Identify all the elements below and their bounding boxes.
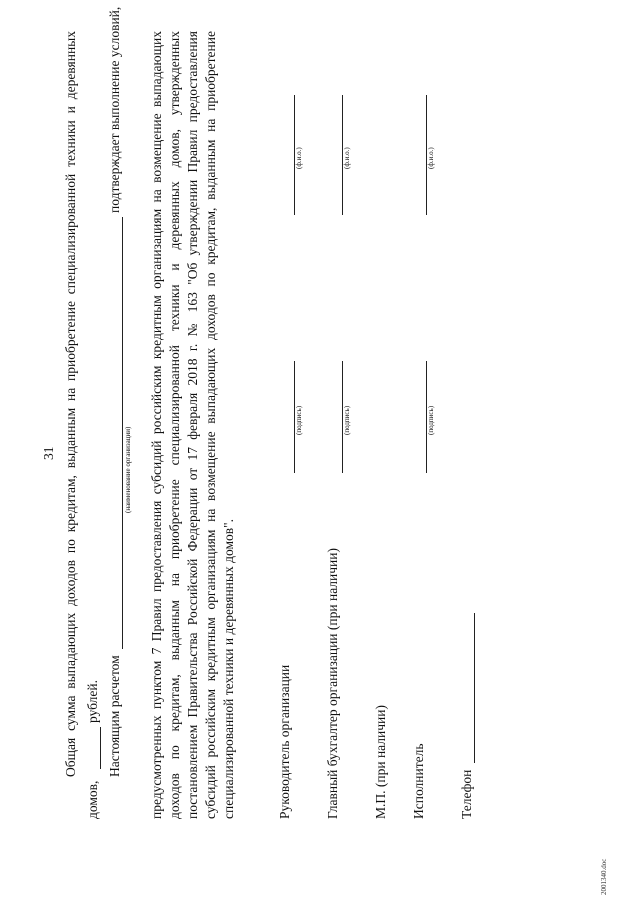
name-caption-accountant: (ф.и.о.) xyxy=(343,147,351,169)
paragraph1-line1: Общая сумма выпадающих доходов по кредитам, выданным на приобретение специализированной техники и деревянных xyxy=(63,31,78,777)
paragraph2-end: подтверждает выполнение условий, xyxy=(107,6,122,213)
phone-line xyxy=(474,613,475,763)
amount-blank xyxy=(100,727,101,769)
signature-caption-accountant: (подпись) xyxy=(343,405,351,435)
name-caption-executor: (ф.и.о.) xyxy=(427,147,435,169)
org-name-caption: (наименование организации) xyxy=(124,426,132,513)
org-name-blank xyxy=(122,217,123,649)
paragraph2-start: Настоящим расчетом xyxy=(107,655,122,777)
signature-label-head: Руководитель организации xyxy=(277,664,292,819)
paragraph2-line1: предусмотренных пунктом 7 Правил предоставления субсидий российским кредитным организациям на возмещение выпадающих xyxy=(149,31,164,819)
signature-label-executor: Исполнитель xyxy=(411,743,426,819)
paragraph2-last-line: специализированной техники и деревянных домов". xyxy=(221,518,236,819)
paragraph1-line2-end: рублей. xyxy=(85,679,100,723)
name-caption-head: (ф.и.о.) xyxy=(295,147,303,169)
stamp-label: М.П. (при наличии) xyxy=(373,705,388,819)
doc-id: 2001340.doc xyxy=(600,858,608,895)
phone-label: Телефон xyxy=(459,769,474,819)
paragraph2-line4: субсидий российским кредитным организациям на возмещение выпадающих доходов по кредитам, выданным на приобретение xyxy=(203,31,218,819)
signature-label-accountant: Главный бухгалтер организации (при наличии) xyxy=(325,548,340,819)
paragraph2-line2: доходов по кредитам, выданным на приобретение специализированной техники и деревянных домов, утвержденных xyxy=(167,31,182,819)
signature-caption-head: (подпись) xyxy=(295,405,303,435)
signature-caption-executor: (подпись) xyxy=(427,405,435,435)
paragraph2-line3: постановлением Правительства Российской Федерации от 17 февраля 2018 г. № 163 "Об утверждении Правил предоставления xyxy=(185,31,200,819)
paragraph1-line2-start: домов, xyxy=(85,780,100,819)
page-number: 31 xyxy=(41,446,56,460)
